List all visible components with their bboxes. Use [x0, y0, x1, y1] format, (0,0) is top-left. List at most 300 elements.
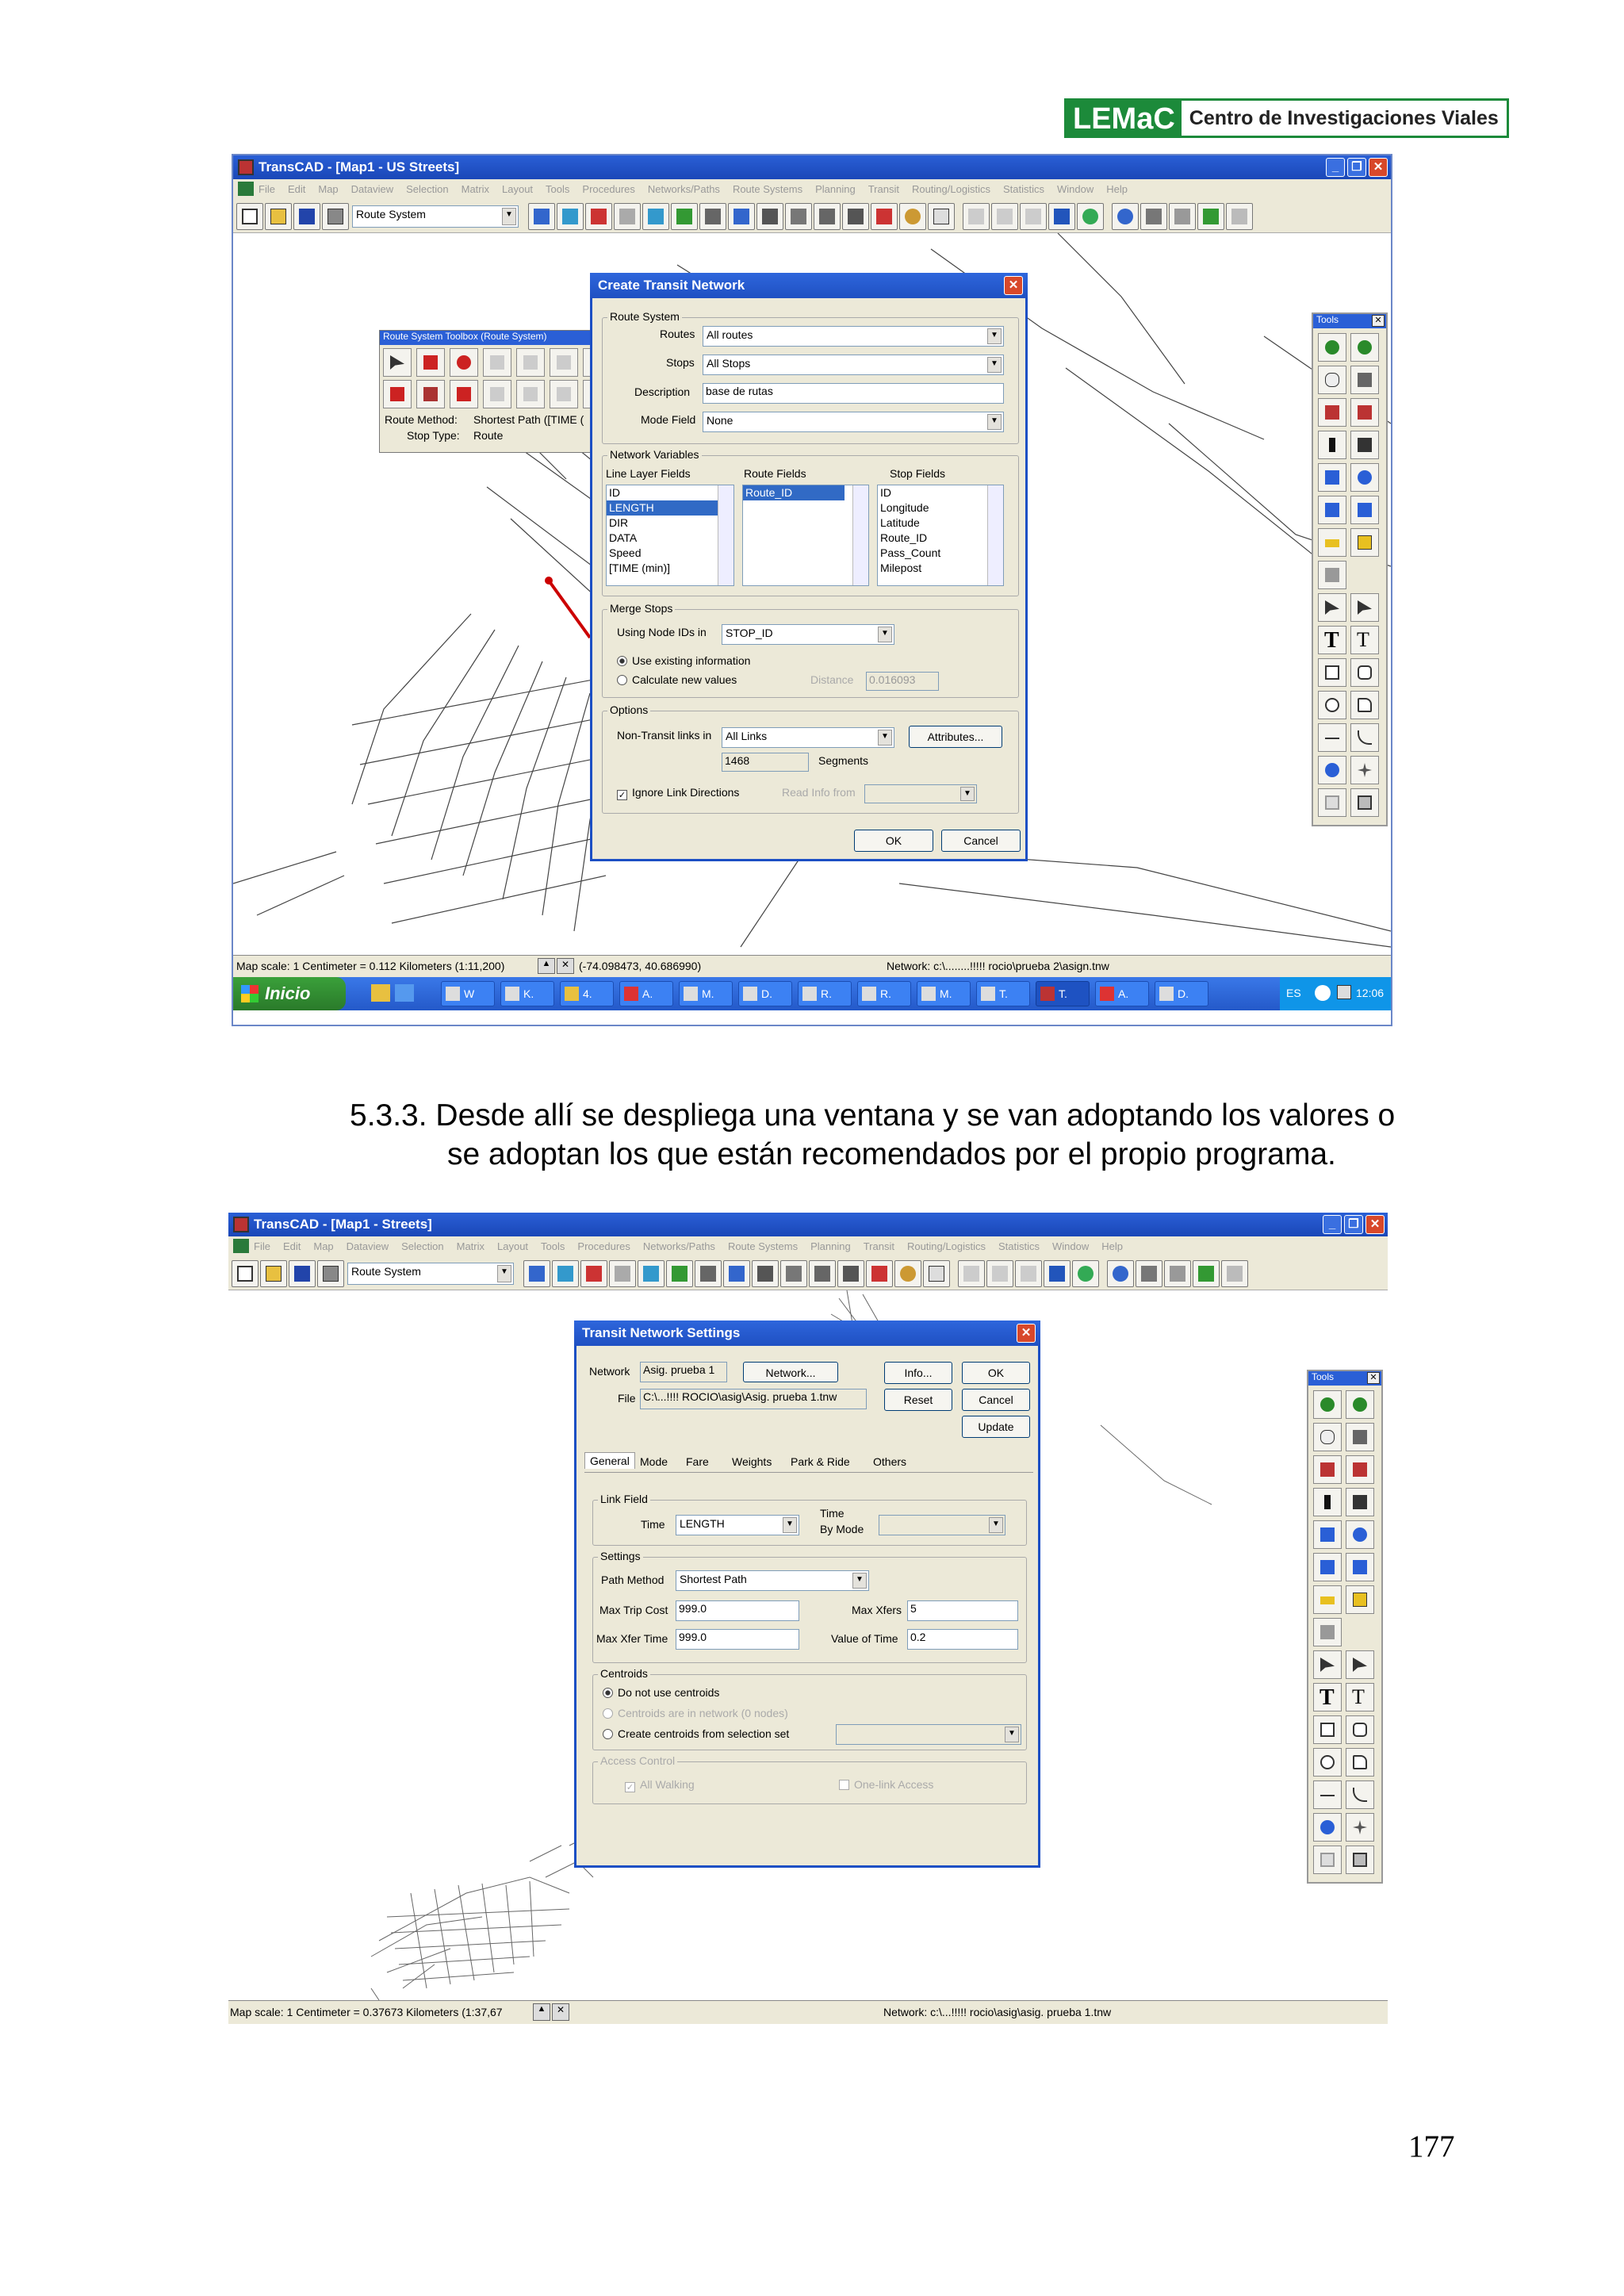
- taskbar-item[interactable]: M.: [917, 981, 971, 1006]
- edit-route-tool[interactable]: [383, 380, 412, 408]
- menu-map[interactable]: Map: [313, 1240, 334, 1252]
- stop-type-value: Route: [473, 429, 504, 442]
- max-trip-cost-label: Max Trip Cost: [599, 1604, 668, 1616]
- menu-transit[interactable]: Transit: [868, 182, 899, 195]
- info-tool-button[interactable]: [1107, 1260, 1134, 1287]
- curve-icon[interactable]: [1350, 723, 1379, 752]
- arrow-plus-icon[interactable]: [1350, 593, 1379, 622]
- north-arrow-icon[interactable]: [1346, 1813, 1374, 1842]
- taskbar-item[interactable]: K.: [500, 981, 554, 1006]
- disabled-route-tool-2[interactable]: [516, 348, 545, 377]
- transcad-window-1: [232, 154, 1392, 1026]
- ok-button[interactable]: OK: [854, 830, 933, 852]
- edit-tool-button[interactable]: [1164, 1260, 1191, 1287]
- close-icon[interactable]: ✕: [1004, 276, 1023, 295]
- routes-select[interactable]: All routes ▼: [703, 326, 1004, 347]
- mode-field-select[interactable]: None ▼: [703, 412, 1004, 432]
- close-icon[interactable]: ✕: [1367, 1372, 1380, 1384]
- non-transit-links-select[interactable]: All Links ▼: [722, 727, 894, 748]
- hk-tool-button[interactable]: [837, 1260, 864, 1287]
- label-tool-button[interactable]: [928, 203, 955, 230]
- map-grid-icon[interactable]: [1350, 528, 1379, 557]
- print-button[interactable]: [322, 203, 349, 230]
- do-not-use-centroids-radio[interactable]: Do not use centroids: [603, 1686, 719, 1699]
- grid-tool-button[interactable]: [1221, 1260, 1248, 1287]
- pointer-tool[interactable]: [383, 348, 412, 377]
- scale-close-icon[interactable]: ✕: [557, 958, 574, 974]
- path-method-select[interactable]: Shortest Path ▼: [676, 1570, 869, 1591]
- zoom-in-icon[interactable]: [1318, 333, 1346, 362]
- dialog-titlebar: [574, 1320, 1040, 1346]
- table-tool-button[interactable]: [785, 203, 812, 230]
- info-tool-button[interactable]: [1112, 203, 1139, 230]
- split-line-icon[interactable]: [1318, 398, 1346, 427]
- disabled-route-tool-1[interactable]: [483, 348, 511, 377]
- use-existing-radio[interactable]: Use existing information: [617, 654, 750, 667]
- menu-networks-paths[interactable]: Networks/Paths: [642, 1240, 715, 1252]
- stack-tool-button[interactable]: [752, 1260, 779, 1287]
- centroids-in-network-radio[interactable]: Centroids are in network (0 nodes): [603, 1707, 788, 1719]
- reverse-route-tool[interactable]: [450, 348, 478, 377]
- menu-help[interactable]: Help: [1101, 1240, 1123, 1252]
- rectangle-icon[interactable]: [1318, 658, 1346, 687]
- select-tool-button[interactable]: [1136, 1260, 1162, 1287]
- print-button[interactable]: [317, 1260, 344, 1287]
- time-by-mode-select[interactable]: [879, 1515, 1005, 1535]
- tray-arrow-icon[interactable]: [1315, 985, 1331, 1001]
- menu-selection[interactable]: Selection: [406, 182, 449, 195]
- zoom-in-icon[interactable]: [1313, 1390, 1342, 1419]
- page-number: 177: [1408, 2129, 1455, 2164]
- route-fields-label: Route Fields: [744, 467, 806, 480]
- chevron-down-icon: ▼: [987, 357, 1002, 373]
- distance-input[interactable]: 0.016093: [866, 672, 939, 691]
- taskbar-item-active[interactable]: T.: [1036, 981, 1090, 1006]
- north-arrow-icon[interactable]: [1350, 756, 1379, 784]
- add-stop-tool[interactable]: [416, 380, 445, 408]
- ruler-icon[interactable]: [1313, 1585, 1342, 1614]
- settings-tabs: [584, 1449, 1033, 1473]
- network-tool-button[interactable]: [609, 1260, 636, 1287]
- windows-taskbar: [233, 977, 1391, 1010]
- new-file-button[interactable]: [236, 203, 263, 230]
- menu-matrix[interactable]: Matrix: [461, 182, 489, 195]
- join-line-icon[interactable]: [1346, 1455, 1374, 1484]
- list-item[interactable]: ID: [609, 486, 620, 499]
- create-centroids-radio[interactable]: Create centroids from selection set: [603, 1727, 789, 1740]
- window-icon: [981, 987, 995, 1001]
- cancel-button[interactable]: Cancel: [941, 830, 1021, 852]
- info-button[interactable]: Info...: [884, 1362, 952, 1384]
- select-tool-button[interactable]: [1140, 203, 1167, 230]
- menu-networks-paths[interactable]: Networks/Paths: [647, 182, 720, 195]
- calculate-new-radio[interactable]: Calculate new values: [617, 673, 737, 686]
- close-icon[interactable]: ✕: [1017, 1324, 1036, 1343]
- open-folder-button[interactable]: [260, 1260, 287, 1287]
- route-fields-list[interactable]: [742, 485, 869, 586]
- tools-palette: [1312, 312, 1388, 826]
- dialog-title: Create Transit Network: [598, 278, 745, 293]
- pen-tool-button[interactable]: [866, 1260, 893, 1287]
- rounded-rectangle-icon[interactable]: [1350, 658, 1379, 687]
- map-area[interactable]: [228, 1290, 1388, 2000]
- network-tool-button[interactable]: [614, 203, 641, 230]
- network-button[interactable]: Network...: [743, 1362, 838, 1382]
- stop-type-label: Stop Type:: [407, 429, 460, 442]
- list-item[interactable]: Longitude: [880, 501, 929, 514]
- list-item[interactable]: Speed: [609, 546, 642, 559]
- menu-layout[interactable]: Layout: [502, 182, 534, 195]
- menu-selection[interactable]: Selection: [401, 1240, 444, 1252]
- window-icon: [684, 987, 698, 1001]
- max-xfer-time-input[interactable]: 999.0: [676, 1629, 799, 1650]
- list-item[interactable]: Latitude: [880, 516, 920, 529]
- max-trip-cost-input[interactable]: 999.0: [676, 1600, 799, 1621]
- map-area[interactable]: [233, 233, 1391, 955]
- menu-statistics[interactable]: Statistics: [1002, 182, 1044, 195]
- list-item-selected[interactable]: LENGTH: [607, 500, 733, 516]
- window-titlebar: [233, 155, 1391, 179]
- coordinates-text: (-74.098473, 40.686990): [579, 960, 702, 972]
- layer-tool-button[interactable]: [585, 203, 612, 230]
- label-pointer-icon[interactable]: [1346, 1488, 1374, 1516]
- list-item[interactable]: DATA: [609, 531, 638, 544]
- taskbar-item[interactable]: D.: [738, 981, 792, 1006]
- merge-stops-group: Merge Stops Using Node IDs in STOP_ID ▼ Use existing information Calculate new values Distance 0.016093: [602, 609, 1019, 698]
- polygon-icon[interactable]: [1346, 1748, 1374, 1777]
- options-group: Options Non-Transit links in All Links ▼ Attributes... 1468 Segments ✓ Ignore Link Directions Read Info from ▼: [602, 711, 1019, 814]
- palette-tool-button[interactable]: [899, 203, 926, 230]
- disabled-tool-1[interactable]: [958, 1260, 985, 1287]
- matrix-tool-button[interactable]: [814, 203, 841, 230]
- menu-edit[interactable]: Edit: [282, 1240, 301, 1252]
- link-field-group: Link Field Time LENGTH ▼ Time By Mode ▼: [592, 1500, 1027, 1546]
- tray-app-icon[interactable]: [1337, 985, 1351, 999]
- list-item[interactable]: Milepost: [880, 562, 922, 574]
- network-path-text: Network: c:\...!!!!! rocio\asig\asig. prueba 1.tnw: [883, 2006, 1112, 2018]
- split-line-icon[interactable]: [1313, 1455, 1342, 1484]
- path-tool-button[interactable]: [699, 203, 726, 230]
- circle-icon[interactable]: [1318, 691, 1346, 719]
- restore-button[interactable]: ❐: [1347, 158, 1366, 177]
- menu-procedures[interactable]: Procedures: [577, 1240, 630, 1252]
- tab-others[interactable]: Others: [873, 1455, 907, 1468]
- x-select-icon[interactable]: [1350, 496, 1379, 524]
- distance-label: Distance: [810, 673, 854, 686]
- list-item[interactable]: Pass_Count: [880, 546, 941, 559]
- compass-icon[interactable]: [1346, 1520, 1374, 1549]
- disabled-tool-1[interactable]: [963, 203, 990, 230]
- line-layer-fields-label: Line Layer Fields: [606, 467, 691, 480]
- path-tool-button[interactable]: [695, 1260, 722, 1287]
- draw-line-icon[interactable]: [1313, 1618, 1342, 1646]
- taskbar-item[interactable]: W: [441, 981, 495, 1006]
- route-editor-button[interactable]: [1044, 1260, 1071, 1287]
- taskbar-item[interactable]: 4.: [560, 981, 614, 1006]
- route-tool-button[interactable]: [642, 203, 669, 230]
- checkbox-checked-icon: ✓: [626, 1783, 634, 1792]
- menu-routing-logistics[interactable]: Routing/Logistics: [906, 1240, 986, 1252]
- empty-slot: [1346, 1618, 1374, 1646]
- selection-set-select[interactable]: [836, 1724, 1021, 1745]
- close-button[interactable]: ✕: [1369, 158, 1388, 177]
- language-indicator[interactable]: ES: [1286, 987, 1301, 999]
- transit-tool-button[interactable]: [666, 1260, 693, 1287]
- using-node-ids-select[interactable]: STOP_ID ▼: [722, 624, 894, 645]
- route-tool-button[interactable]: [638, 1260, 665, 1287]
- freehand-icon[interactable]: [1313, 1780, 1342, 1809]
- disabled-tool-2[interactable]: [991, 203, 1018, 230]
- menu-planning[interactable]: Planning: [810, 1240, 851, 1252]
- save-button[interactable]: [293, 203, 320, 230]
- disabled-route-tool-3[interactable]: [550, 348, 578, 377]
- chart-button[interactable]: [557, 203, 584, 230]
- tab-mode[interactable]: Mode: [640, 1455, 668, 1468]
- menu-edit[interactable]: Edit: [287, 182, 306, 195]
- menu-procedures[interactable]: Procedures: [582, 182, 635, 195]
- add-route-tool[interactable]: [416, 348, 445, 377]
- layer-combo[interactable]: Route System ▼: [352, 205, 519, 228]
- scale-up-icon[interactable]: ▲: [533, 2003, 550, 2021]
- x-select-icon[interactable]: [1346, 1553, 1374, 1581]
- select-box-icon[interactable]: [1313, 1553, 1342, 1581]
- list-item-selected[interactable]: Route_ID: [743, 485, 845, 500]
- disabled-tool-3[interactable]: [1015, 1260, 1042, 1287]
- globe-tool-button[interactable]: [1077, 203, 1104, 230]
- stop-fields-label: Stop Fields: [890, 467, 946, 480]
- table-tool-button[interactable]: [780, 1260, 807, 1287]
- folder-icon: [565, 987, 579, 1001]
- menu-window[interactable]: Window: [1051, 1240, 1090, 1252]
- minimize-button[interactable]: _: [1323, 1215, 1342, 1234]
- chevron-down-icon: ▼: [987, 414, 1002, 430]
- text-style-icon[interactable]: T: [1346, 1683, 1374, 1711]
- map-frame-icon[interactable]: [1346, 1846, 1374, 1874]
- text-icon[interactable]: T: [1313, 1683, 1342, 1711]
- cancel-button[interactable]: Cancel: [962, 1389, 1030, 1411]
- file-path: C:\...!!!! ROCIO\asig\Asig. prueba 1.tnw: [640, 1389, 867, 1409]
- text-icon[interactable]: T: [1318, 626, 1346, 654]
- menu-statistics[interactable]: Statistics: [998, 1240, 1040, 1252]
- circle-icon[interactable]: [1313, 1748, 1342, 1777]
- window-title: TransCAD - [Map1 - US Streets]: [259, 159, 460, 174]
- close-icon[interactable]: ✕: [1372, 315, 1385, 327]
- start-button[interactable]: Inicio: [233, 977, 346, 1010]
- pointer-select-icon[interactable]: [1346, 1423, 1374, 1451]
- scale-up-icon[interactable]: ▲: [538, 958, 555, 974]
- windows-logo-icon: [241, 985, 259, 1002]
- menu-map[interactable]: Map: [318, 182, 339, 195]
- list-item[interactable]: Route_ID: [880, 531, 928, 544]
- route-editor-button[interactable]: [1048, 203, 1075, 230]
- pen-tool-button[interactable]: [871, 203, 898, 230]
- dataview-button[interactable]: [523, 1260, 550, 1287]
- minimize-button[interactable]: _: [1326, 158, 1345, 177]
- document-icon: [233, 1239, 249, 1253]
- arrow-plus-icon[interactable]: [1346, 1650, 1374, 1679]
- list-item[interactable]: [TIME (min)]: [609, 562, 670, 574]
- menu-window[interactable]: Window: [1056, 182, 1094, 195]
- taskbar-item[interactable]: R.: [798, 981, 852, 1006]
- close-button[interactable]: ✕: [1365, 1215, 1385, 1234]
- explorer-quicklaunch-icon[interactable]: [395, 984, 414, 1002]
- tab-fare[interactable]: Fare: [686, 1455, 709, 1468]
- palette-tool-button[interactable]: [894, 1260, 921, 1287]
- star-icon[interactable]: [1318, 756, 1346, 784]
- scrollbar[interactable]: [987, 485, 1003, 585]
- layer-combo[interactable]: Route System ▼: [347, 1263, 514, 1285]
- line-layer-fields-list[interactable]: [606, 485, 734, 586]
- rounded-rectangle-icon[interactable]: [1346, 1715, 1374, 1744]
- hand-select-icon[interactable]: [1313, 1520, 1342, 1549]
- disabled-route-tool-6[interactable]: [516, 380, 545, 408]
- disabled-tool-3[interactable]: [1020, 203, 1047, 230]
- hand-select-icon[interactable]: [1318, 463, 1346, 492]
- attributes-button[interactable]: Attributes...: [909, 726, 1002, 748]
- grid-tool-button[interactable]: [1226, 203, 1253, 230]
- transit-tool-button[interactable]: [671, 203, 698, 230]
- check-tool-button[interactable]: [1193, 1260, 1220, 1287]
- menu-file[interactable]: File: [254, 1240, 270, 1252]
- menu-layout[interactable]: Layout: [497, 1240, 529, 1252]
- update-button[interactable]: Update: [962, 1416, 1030, 1438]
- menu-routing-logistics[interactable]: Routing/Logistics: [911, 182, 990, 195]
- info-icon[interactable]: [1318, 431, 1346, 459]
- clock: 12:06: [1356, 987, 1385, 999]
- folder-quicklaunch-icon[interactable]: [371, 984, 390, 1002]
- acrobat-icon: [624, 987, 638, 1001]
- menu-dataview[interactable]: Dataview: [350, 182, 394, 195]
- network-name: Asig. prueba 1: [640, 1362, 727, 1382]
- zoom-out-icon[interactable]: [1350, 333, 1379, 362]
- zoom-out-icon[interactable]: [1346, 1390, 1374, 1419]
- matrix-tool-button[interactable]: [809, 1260, 836, 1287]
- taskbar-item[interactable]: R.: [857, 981, 911, 1006]
- select-box-icon[interactable]: [1318, 496, 1346, 524]
- route-system-toolbox: [379, 330, 609, 453]
- ok-button[interactable]: OK: [962, 1362, 1030, 1384]
- new-file-button[interactable]: [232, 1260, 259, 1287]
- tab-general[interactable]: General: [584, 1452, 635, 1469]
- dialog-title: Transit Network Settings: [582, 1325, 741, 1340]
- reset-button[interactable]: Reset: [884, 1389, 952, 1411]
- chart-button[interactable]: [552, 1260, 579, 1287]
- chevron-down-icon: ▼: [878, 627, 892, 642]
- time-by-mode-label-1: Time: [820, 1507, 845, 1520]
- disabled-route-tool-5[interactable]: [483, 380, 511, 408]
- taskbar-item[interactable]: D.: [1155, 981, 1208, 1006]
- curve-icon[interactable]: [1346, 1780, 1374, 1809]
- stack-tool-button[interactable]: [756, 203, 783, 230]
- star-icon[interactable]: [1313, 1813, 1342, 1842]
- pointer-select-icon[interactable]: [1350, 366, 1379, 394]
- menu-tools[interactable]: Tools: [546, 182, 570, 195]
- disabled-tool-2[interactable]: [986, 1260, 1013, 1287]
- check-tool-button[interactable]: [1197, 203, 1224, 230]
- freehand-icon[interactable]: [1318, 723, 1346, 752]
- menu-file[interactable]: File: [259, 182, 275, 195]
- taskbar-item[interactable]: A.: [1095, 981, 1149, 1006]
- tab-park-ride[interactable]: Park & Ride: [791, 1455, 850, 1468]
- one-link-access-checkbox[interactable]: One-link Access: [839, 1778, 933, 1791]
- save-button[interactable]: [289, 1260, 316, 1287]
- window-icon: [743, 987, 757, 1001]
- arrow-icon[interactable]: [1313, 1650, 1342, 1679]
- time-select[interactable]: LENGTH ▼: [676, 1515, 799, 1535]
- join-line-icon[interactable]: [1350, 398, 1379, 427]
- map-grid-icon[interactable]: [1346, 1585, 1374, 1614]
- taskbar-item[interactable]: A.: [619, 981, 673, 1006]
- read-info-from-select[interactable]: [864, 784, 977, 803]
- menu-help[interactable]: Help: [1106, 182, 1128, 195]
- map-frame-icon[interactable]: [1350, 788, 1379, 817]
- arrows-tool-button[interactable]: [728, 203, 755, 230]
- scrollbar[interactable]: [718, 485, 733, 585]
- label-pointer-icon[interactable]: [1350, 431, 1379, 459]
- stop-fields-list[interactable]: [877, 485, 1004, 586]
- paragraph-line-2: se adoptan los que están recomendados por el propio programa.: [447, 1137, 1336, 1171]
- arrow-icon[interactable]: [1318, 593, 1346, 622]
- hk-tool-button[interactable]: [842, 203, 869, 230]
- delete-route-tool[interactable]: [450, 380, 478, 408]
- description-input[interactable]: base de rutas: [703, 383, 1004, 404]
- pan-hand-icon[interactable]: [1318, 366, 1346, 394]
- text-style-icon[interactable]: T: [1350, 626, 1379, 654]
- frame-icon[interactable]: [1318, 788, 1346, 817]
- rectangle-icon[interactable]: [1313, 1715, 1342, 1744]
- route-method-label: Route Method:: [385, 413, 458, 426]
- menu-tools[interactable]: Tools: [541, 1240, 565, 1252]
- route-method-value: Shortest Path ([TIME (: [473, 413, 584, 426]
- all-walking-checkbox[interactable]: ✓ All Walking: [626, 1778, 695, 1792]
- disabled-route-tool-7[interactable]: [550, 380, 578, 408]
- globe-tool-button[interactable]: [1072, 1260, 1099, 1287]
- max-xfers-input[interactable]: 5: [907, 1600, 1018, 1621]
- menu-matrix[interactable]: Matrix: [456, 1240, 485, 1252]
- menu-route-systems[interactable]: Route Systems: [732, 182, 803, 195]
- ruler-icon[interactable]: [1318, 528, 1346, 557]
- ignore-link-directions-checkbox[interactable]: ✓ Ignore Link Directions: [618, 786, 740, 800]
- scale-close-icon[interactable]: ✕: [552, 2003, 569, 2021]
- restore-button[interactable]: ❐: [1344, 1215, 1363, 1234]
- stops-select[interactable]: All Stops ▼: [703, 355, 1004, 375]
- edit-tool-button[interactable]: [1169, 203, 1196, 230]
- menu-route-systems[interactable]: Route Systems: [727, 1240, 799, 1252]
- scrollbar[interactable]: [852, 485, 868, 585]
- menu-planning[interactable]: Planning: [815, 182, 856, 195]
- pan-hand-icon[interactable]: [1313, 1423, 1342, 1451]
- frame-icon[interactable]: [1313, 1846, 1342, 1874]
- polygon-icon[interactable]: [1350, 691, 1379, 719]
- value-of-time-input[interactable]: 0.2: [907, 1629, 1018, 1650]
- menu-dataview[interactable]: Dataview: [346, 1240, 389, 1252]
- layer-tool-button[interactable]: [580, 1260, 607, 1287]
- arrows-tool-button[interactable]: [723, 1260, 750, 1287]
- open-folder-button[interactable]: [265, 203, 292, 230]
- menu-transit[interactable]: Transit: [863, 1240, 894, 1252]
- taskbar-item[interactable]: T.: [976, 981, 1030, 1006]
- list-item[interactable]: ID: [880, 486, 891, 499]
- tab-weights[interactable]: Weights: [732, 1455, 772, 1468]
- draw-line-icon[interactable]: [1318, 561, 1346, 589]
- dataview-button[interactable]: [528, 203, 555, 230]
- label-tool-button[interactable]: [923, 1260, 950, 1287]
- compass-icon[interactable]: [1350, 463, 1379, 492]
- taskbar-item[interactable]: M.: [679, 981, 733, 1006]
- list-item[interactable]: DIR: [609, 516, 629, 529]
- chevron-down-icon: ▼: [497, 1265, 511, 1282]
- info-icon[interactable]: [1313, 1488, 1342, 1516]
